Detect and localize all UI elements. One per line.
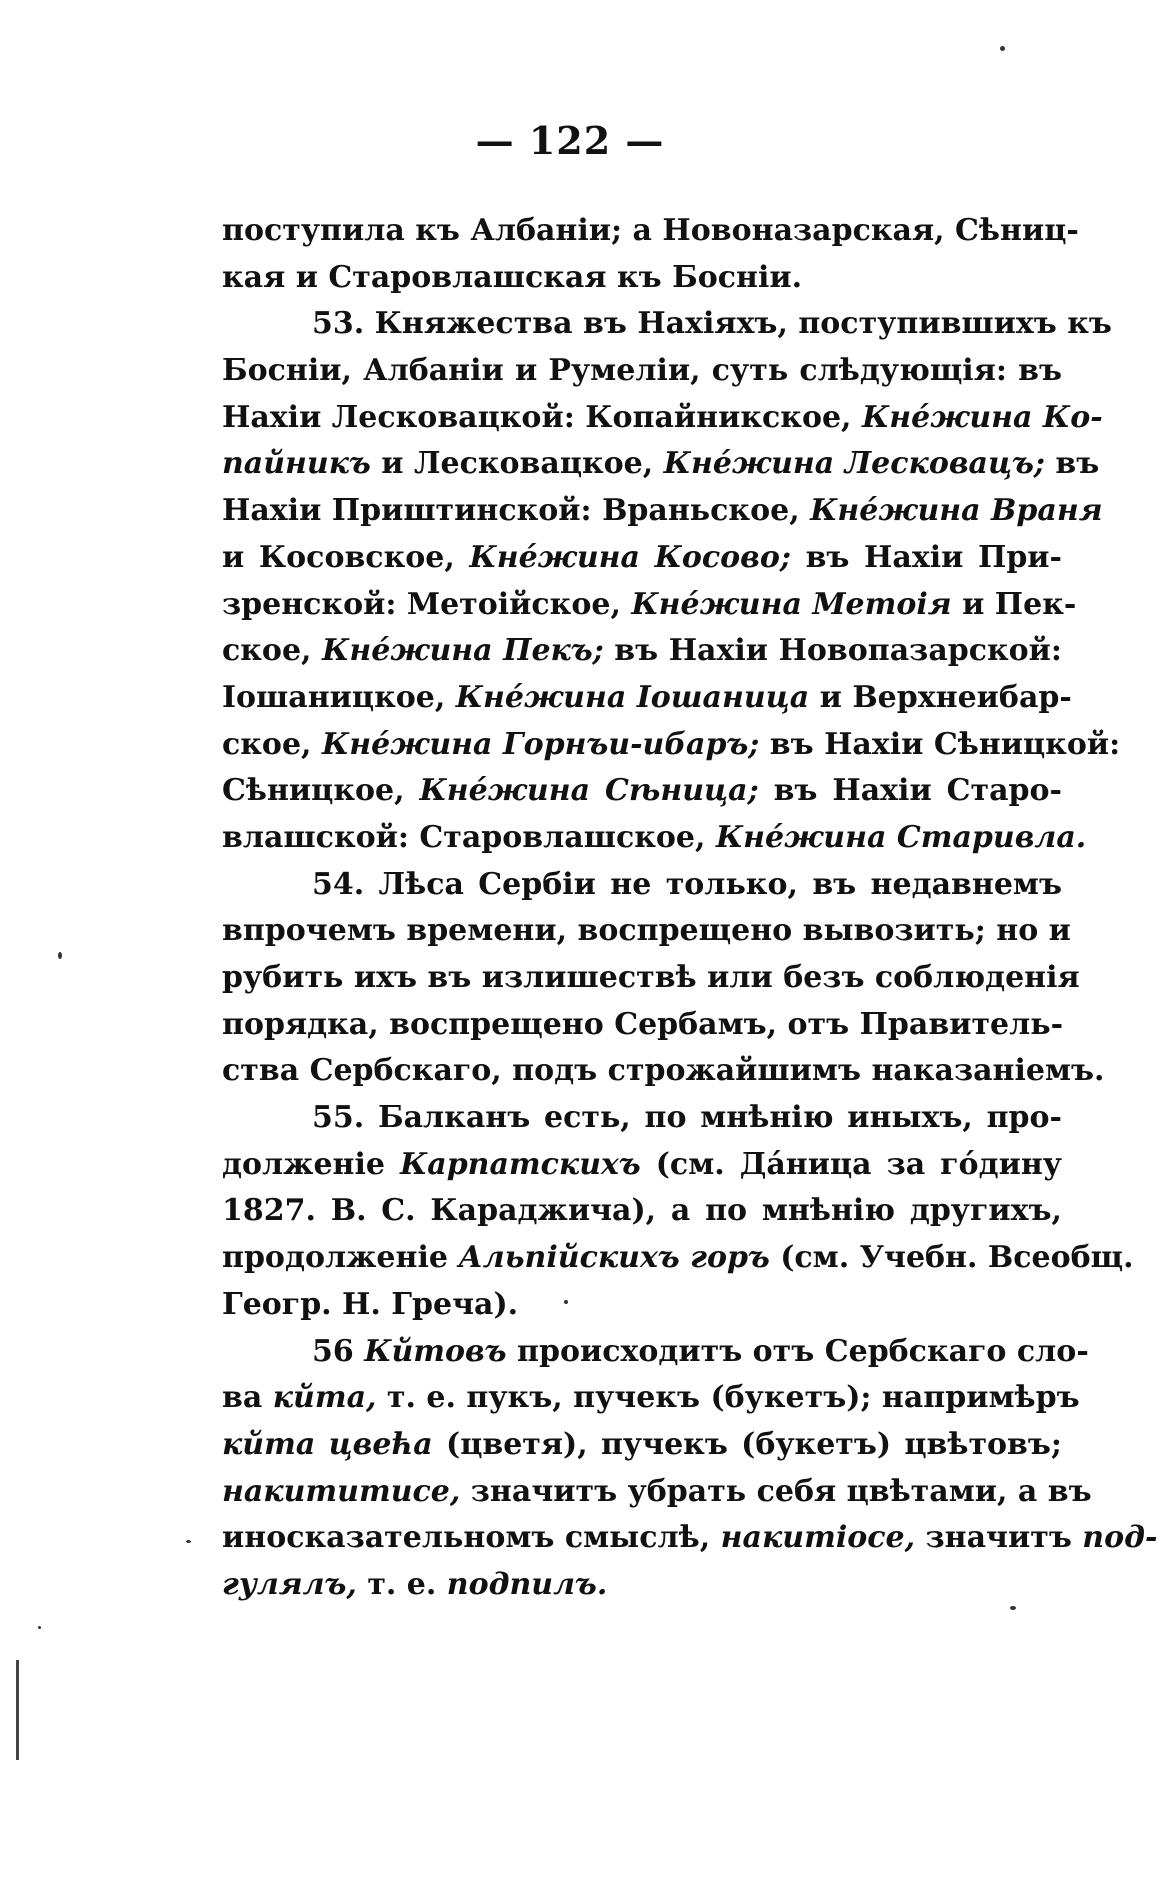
text-run: значитъ убрать себя цвѣтами, а въ (460, 1473, 1092, 1509)
scan-speck (58, 952, 62, 959)
text-run: (цветя), пучекъ (букетъ) цвѣтовъ; (432, 1426, 1062, 1462)
text-line (222, 488, 1103, 535)
italic-term: подпилъ. (446, 1566, 608, 1602)
text-line (222, 815, 1087, 862)
text-line (222, 675, 1072, 722)
text-line (222, 1329, 1089, 1376)
text-line (222, 1469, 1092, 1516)
text-run: ское, (222, 633, 323, 669)
italic-term: Кнéжина Враня (810, 493, 1103, 529)
text-line (222, 908, 1071, 955)
italic-term: кйта цвећа (222, 1426, 433, 1462)
text-line (222, 1562, 1062, 1609)
text-run: и Пек- (951, 586, 1077, 622)
italic-term: под- (1082, 1520, 1157, 1556)
text-run: продолженіе (222, 1240, 459, 1276)
scan-edge-mark (16, 1660, 19, 1760)
text-run: т. е. (356, 1566, 447, 1602)
text-line (222, 1095, 1062, 1142)
italic-term: накититисе, (222, 1473, 461, 1509)
text-run: ское, (222, 726, 322, 762)
text-run: въ Нахіи Сѣницкой: (759, 726, 1121, 762)
text-run: кая и Старовлашская къ Босніи. (222, 259, 803, 295)
italic-term: Кнéжина Метоія (631, 586, 952, 622)
text-run: впрочемъ времени, воспрещено вывозить; но и (222, 913, 1071, 949)
italic-term: пайникъ (222, 446, 371, 482)
text-line (222, 1375, 1080, 1422)
text-run: и Косовское, (222, 539, 470, 575)
italic-term: Карпатскихъ (399, 1146, 641, 1182)
text-line (222, 1188, 1062, 1235)
text-run: ва (222, 1380, 273, 1416)
text-run: Нахіи Лесковацкой: Копайникское, (222, 399, 862, 435)
italic-term: Кнéжина Сѣница; (419, 773, 759, 809)
italic-term: Альпійскихъ горъ (458, 1240, 770, 1276)
text-run: происходитъ отъ Сербскаго сло- (506, 1333, 1089, 1369)
text-run: (см. Дáница за гóдину (640, 1146, 1062, 1182)
text-run: 53. Княжества въ Нахіяхъ, поступившихъ къ (312, 306, 1112, 342)
body-text (222, 208, 1157, 1609)
italic-term: гулялъ, (222, 1566, 357, 1602)
text-line (222, 1235, 1134, 1282)
text-line (222, 1515, 1157, 1562)
italic-term: Кнéжина Ко- (861, 399, 1103, 435)
text-line (222, 301, 1112, 348)
text-run: значитъ (915, 1520, 1083, 1556)
text-run: т. е. пукъ, пучекъ (букетъ); напримѣръ (376, 1380, 1080, 1416)
text-run: (см. Учебн. Всеобщ. (769, 1240, 1134, 1276)
italic-term: Кйтовъ (364, 1333, 507, 1369)
text-line (222, 1282, 1062, 1329)
text-line (222, 348, 1062, 395)
italic-term: Кнéжина Пекъ; (322, 633, 604, 669)
text-run: поступила къ Албаніи; а Новоназарская, Сѣниц- (222, 213, 1079, 248)
text-line (222, 722, 1121, 769)
italic-term: Кнéжина Іошаница (455, 679, 810, 715)
italic-term: накитіосе, (720, 1520, 916, 1556)
text-run: въ (1044, 446, 1100, 482)
text-line (222, 1142, 1062, 1189)
scan-speck (186, 1540, 191, 1543)
text-run: зренской: Метоійское, (222, 586, 632, 622)
page-number: — 122 — (475, 118, 665, 163)
text-run: Босніи, Албаніи и Румеліи, суть слѣдующія: въ (222, 353, 1062, 389)
text-line (222, 628, 1062, 675)
text-run: 54. Лѣса Сербіи не только, въ недавнемъ (312, 866, 1062, 902)
text-run: и Лесковацкое, (370, 446, 664, 482)
text-run: и Верхнеибар- (809, 679, 1072, 715)
text-run: иносказательномъ смыслѣ, (222, 1520, 721, 1556)
text-run: ства Сербскаго, подъ строжайшимъ наказаніемъ. (222, 1053, 1105, 1089)
text-run: Геогр. Н. Греча). (222, 1286, 519, 1322)
text-run: 1827. В. С. Караджича), а по мнѣнію другихъ, (222, 1193, 1062, 1229)
text-run: Сѣницкое, (222, 773, 420, 809)
italic-term: Кнéжина Лесковацъ; (663, 446, 1045, 482)
text-run: влашской: Старовлашское, (222, 819, 716, 855)
italic-term: Кнéжина Старивла. (715, 819, 1087, 855)
text-run: рубить ихъ въ излишествѣ или безъ соблюденія (222, 960, 1080, 995)
scan-speck (1010, 1606, 1016, 1610)
text-line (222, 1002, 1062, 1049)
text-line (222, 208, 1079, 255)
text-run: 55. Балканъ есть, по мнѣнію иныхъ, про- (312, 1100, 1062, 1136)
text-run: Нахіи Приштинской: Враньское, (222, 493, 811, 529)
text-line (222, 535, 1062, 582)
text-line (222, 1422, 1062, 1469)
text-line (222, 768, 1062, 815)
text-line (222, 255, 1062, 302)
scan-speck (564, 1300, 568, 1304)
text-line (222, 582, 1077, 629)
text-run: порядка, воспрещено Сербамъ, отъ Правитель- (222, 1006, 1064, 1042)
scan-speck (1000, 46, 1005, 51)
text-line (222, 955, 1080, 1002)
text-line (222, 1048, 1105, 1095)
text-run: въ Нахіи Новопазарской: (603, 633, 1062, 669)
scan-speck (38, 1626, 41, 1629)
text-line (222, 862, 1062, 909)
text-run: 56 (312, 1333, 365, 1369)
italic-term: Кнéжина Косово; (469, 539, 791, 575)
text-run: въ Нахіи Старо- (758, 773, 1062, 809)
text-line (222, 395, 1103, 442)
italic-term: кйта, (272, 1380, 377, 1416)
italic-term: Кнéжина Горнъи-ибаръ; (321, 726, 760, 762)
text-run: Іошаницкое, (222, 679, 456, 715)
text-run: въ Нахіи При- (790, 539, 1063, 575)
text-line (222, 441, 1100, 488)
text-run: долженіе (222, 1146, 400, 1182)
